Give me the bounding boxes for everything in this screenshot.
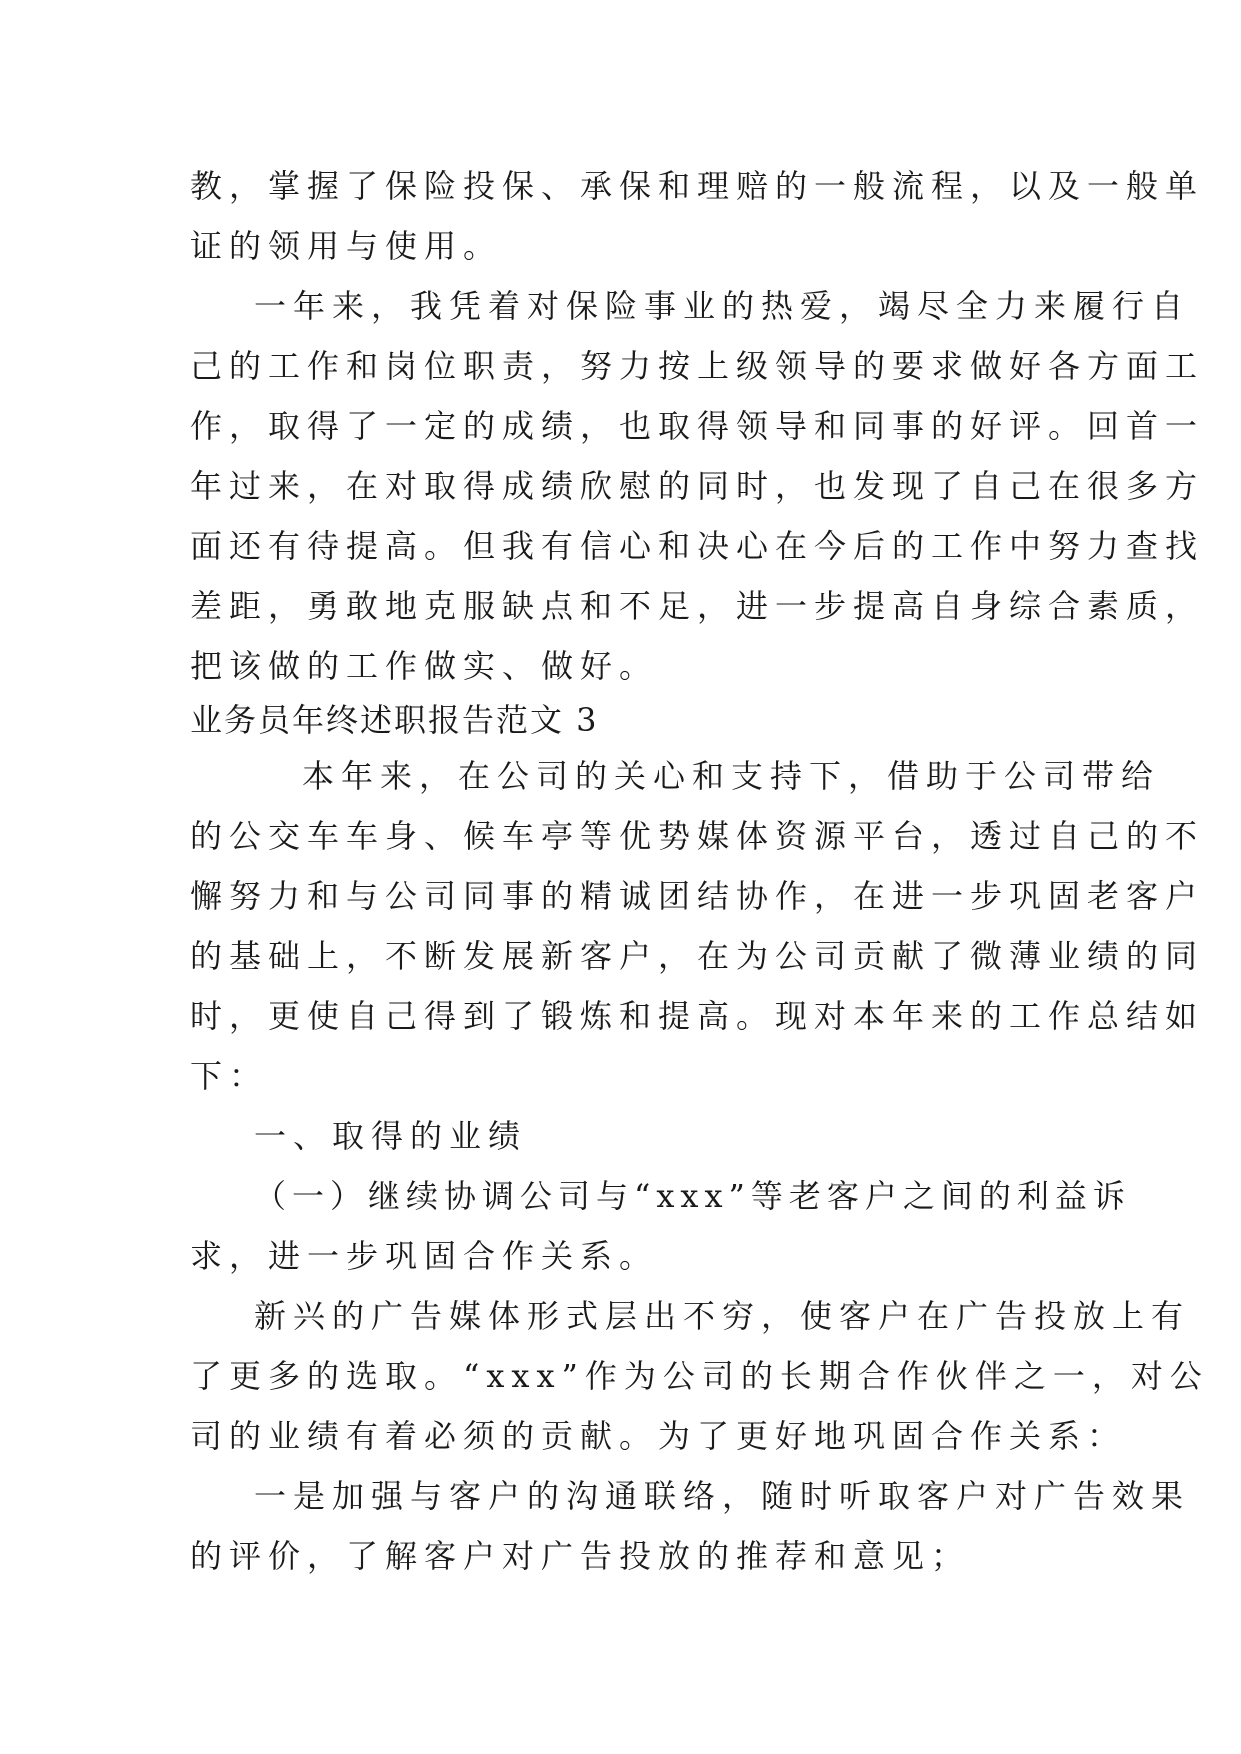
text-line: 己的工作和岗位职责，努力按上级领导的要求做好各方面工 xyxy=(190,347,1205,385)
text-line: 面还有待提高。但我有信心和决心在今后的工作中努力查找 xyxy=(190,527,1205,565)
text-line: 差距，勇敢地克服缺点和不足，进一步提高自身综合素质， xyxy=(190,587,1205,625)
text-line: 的评价，了解客户对广告投放的推荐和意见； xyxy=(190,1537,971,1575)
paragraph-start: 一年来，我凭着对保险事业的热爱，竭尽全力来履行自 xyxy=(254,287,1191,325)
text-line: 年过来，在对取得成绩欣慰的同时，也发现了自己在很多方 xyxy=(190,467,1205,505)
text-line: 的公交车车身、候车亭等优势媒体资源平台，透过自己的不 xyxy=(190,817,1205,855)
text-line: 证的领用与使用。 xyxy=(190,227,503,265)
text-line: 下： xyxy=(190,1057,269,1095)
paragraph-start: 一是加强与客户的沟通联络，随时听取客户对广告效果 xyxy=(254,1477,1191,1515)
section-heading: 业务员年终述职报告范文 3 xyxy=(190,701,599,739)
text-line: 把该做的工作做实、做好。 xyxy=(190,647,659,685)
text-line: 作，取得了一定的成绩，也取得领导和同事的好评。回首一 xyxy=(190,407,1205,445)
text-line: 司的业绩有着必须的贡献。为了更好地巩固合作关系： xyxy=(190,1417,1127,1455)
text-line: 求，进一步巩固合作关系。 xyxy=(190,1237,659,1275)
subheading: 一、取得的业绩 xyxy=(254,1117,528,1155)
text-line: 教，掌握了保险投保、承保和理赔的一般流程，以及一般单 xyxy=(190,167,1205,205)
paragraph-start: 本年来，在公司的关心和支持下，借助于公司带给 xyxy=(302,757,1161,795)
paragraph-start: 新兴的广告媒体形式层出不穷，使客户在广告投放上有 xyxy=(254,1297,1191,1335)
text-line: 的基础上，不断发展新客户，在为公司贡献了微薄业绩的同 xyxy=(190,937,1205,975)
paragraph-start: （一）继续协调公司与“xxx”等老客户之间的利益诉 xyxy=(254,1177,1131,1215)
text-line: 时，更使自己得到了锻炼和提高。现对本年来的工作总结如 xyxy=(190,997,1205,1035)
text-line: 了更多的选取。“xxx”作为公司的长期合作伙伴之一，对公 xyxy=(190,1357,1209,1395)
text-line: 懈努力和与公司同事的精诚团结协作，在进一步巩固老客户 xyxy=(190,877,1205,915)
